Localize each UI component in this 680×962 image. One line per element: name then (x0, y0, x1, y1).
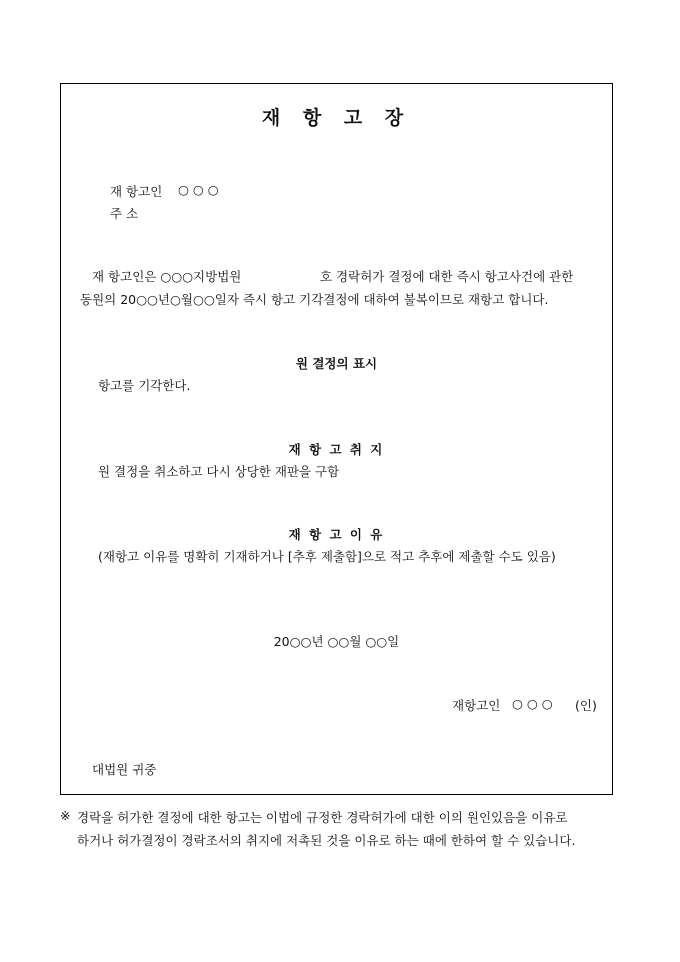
document-title: 재 항 고 장 (261, 107, 412, 129)
body-line1: 재 항고인은 ○○○지방법원 (92, 269, 242, 284)
section2-text: 원 결정을 취소하고 다시 상당한 재판을 구함 (98, 464, 340, 479)
seal-mark: (인) (575, 698, 597, 713)
section3-text: (재항고 이유를 명확히 기재하거나 [추후 제출함]으로 적고 추후에 제출할 수도 있음) (98, 549, 556, 564)
section1-heading: 원 결정의 표시 (295, 356, 378, 371)
section2-heading: 재 항 고 취 지 (288, 442, 385, 457)
footnote-line2: 하거나 허가결정이 경락조서의 취지에 저촉된 것을 이유로 하는 때에 한하여 할 수 있습니다. (77, 833, 576, 848)
document-date: 20○○년 ○○월 ○○일 (273, 634, 400, 649)
section1-text: 항고를 기각한다. (98, 378, 191, 393)
address-label: 주 소 (110, 206, 139, 221)
footnote-mark: ※ (60, 808, 71, 823)
appellant-name: ○ ○ ○ (178, 182, 219, 197)
body-line2: 동원의 20○○년○월○○일자 즉시 항고 기각결정에 대하여 불복이므로 재항고 합니다. (80, 292, 549, 307)
signer-name: ○ ○ ○ (512, 696, 553, 711)
signer-label: 재항고인 (452, 698, 501, 713)
recipient: 대법원 귀중 (92, 762, 157, 777)
appellant-label: 재 항고인 (110, 184, 163, 199)
section3-heading: 재 항 고 이 유 (288, 527, 385, 542)
footnote-line1: 경락을 허가한 결정에 대한 항고는 이법에 규정한 경락허가에 대한 이의 원인있음을 이유로 (77, 810, 568, 825)
body-line1-continued: 호 경락허가 결정에 대한 즉시 항고사건에 관한 (320, 269, 574, 284)
